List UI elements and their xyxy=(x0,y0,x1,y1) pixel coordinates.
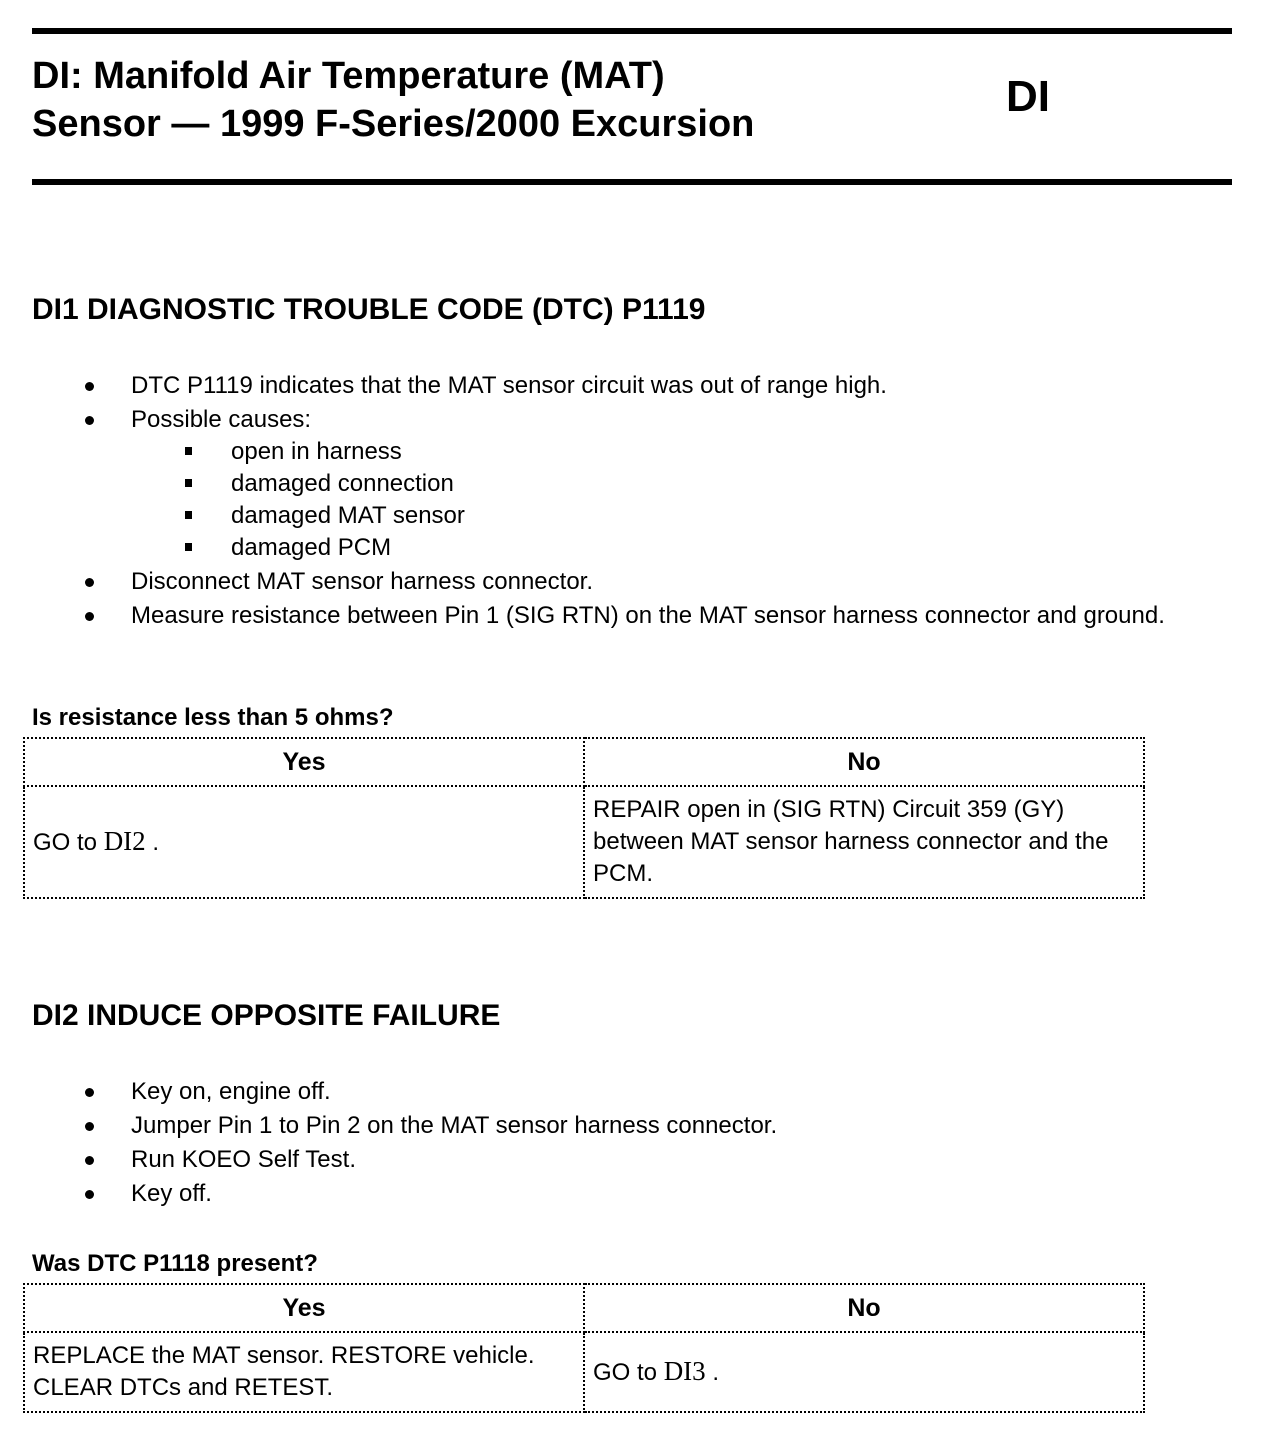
title-line-2: Sensor — 1999 F-Series/2000 Excursion xyxy=(32,103,755,145)
di1-answer-table xyxy=(23,737,1145,899)
go-to-di3-link[interactable]: DI3 xyxy=(663,1356,706,1386)
di2-answer-table xyxy=(23,1283,1145,1413)
table-header-row xyxy=(24,738,1144,786)
table-row xyxy=(24,1332,1144,1412)
header-top-rule xyxy=(32,28,1232,34)
di2-steps-list xyxy=(84,1076,1244,1212)
no-header: No xyxy=(584,1284,1144,1332)
header-bottom-rule xyxy=(32,179,1232,185)
no-cell: GO to DI3 . xyxy=(584,1332,1144,1412)
cause-item: open in harness xyxy=(231,436,1244,468)
di1-heading: DI1 DIAGNOSTIC TROUBLE CODE (DTC) P1119 xyxy=(32,293,706,326)
list-item: Key on, engine off. xyxy=(84,1076,1244,1108)
yes-cell: GO to DI2 . xyxy=(24,786,584,898)
table-header-row xyxy=(24,1284,1144,1332)
list-item: Measure resistance between Pin 1 (SIG RTN) on the MAT sensor harness connector and ground. xyxy=(84,600,1244,632)
go-to-di2-link[interactable]: DI2 xyxy=(103,826,146,856)
di1-question: Is resistance less than 5 ohms? xyxy=(32,704,394,731)
list-item: DTC P1119 indicates that the MAT sensor circuit was out of range high. xyxy=(84,370,1244,402)
yes-header: Yes xyxy=(24,1284,584,1332)
cause-item: damaged PCM xyxy=(231,532,1244,564)
no-header: No xyxy=(584,738,1144,786)
yes-header: Yes xyxy=(24,738,584,786)
list-item: Key off. xyxy=(84,1178,1244,1210)
list-item: Jumper Pin 1 to Pin 2 on the MAT sensor harness connector. xyxy=(84,1110,1244,1142)
title-line-1: DI: Manifold Air Temperature (MAT) xyxy=(32,55,665,97)
cause-item: damaged connection xyxy=(231,468,1244,500)
list-item: Run KOEO Self Test. xyxy=(84,1144,1244,1176)
di2-question: Was DTC P1118 present? xyxy=(32,1250,318,1277)
section-tag: DI xyxy=(1006,72,1050,121)
list-item: Disconnect MAT sensor harness connector. xyxy=(84,566,1244,598)
no-cell: REPAIR open in (SIG RTN) Circuit 359 (GY) between MAT sensor harness connector and the PCM. xyxy=(584,786,1144,898)
cause-item: damaged MAT sensor xyxy=(231,500,1244,532)
di2-heading: DI2 INDUCE OPPOSITE FAILURE xyxy=(32,999,501,1032)
list-item: Possible causes: open in harness damaged connection damaged MAT sensor damaged PCM xyxy=(84,404,1244,564)
di1-steps-list xyxy=(84,370,1244,634)
possible-causes-list xyxy=(131,436,1244,564)
page-title xyxy=(32,52,932,148)
yes-cell: REPLACE the MAT sensor. RESTORE vehicle. CLEAR DTCs and RETEST. xyxy=(24,1332,584,1412)
table-row xyxy=(24,786,1144,898)
